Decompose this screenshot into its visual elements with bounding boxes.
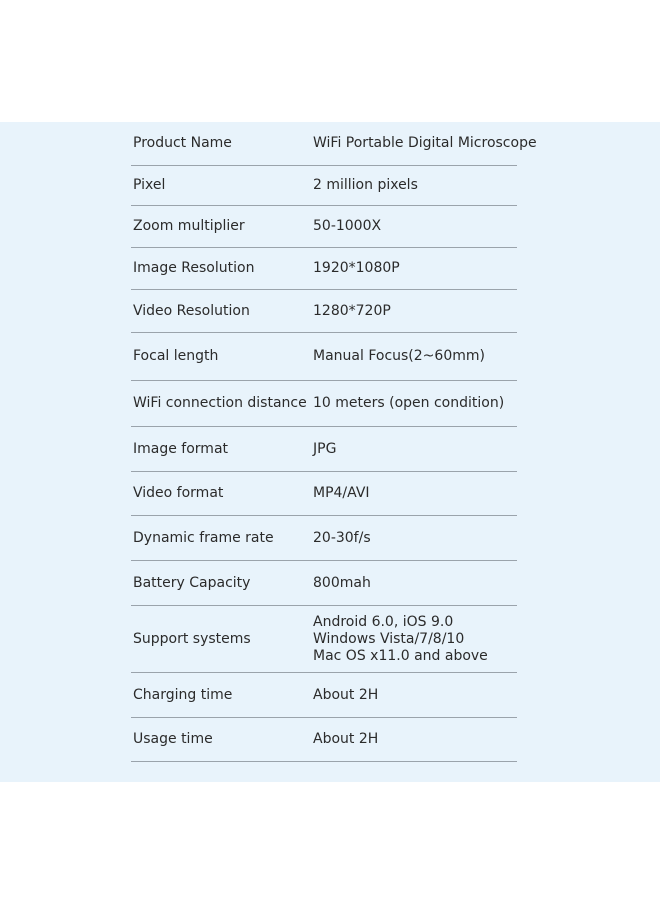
spec-value (313, 177, 517, 194)
spec-row-usage-time (131, 718, 517, 762)
spec-row-video-resolution (131, 290, 517, 333)
spec-row-charging-time (131, 673, 517, 718)
spec-label: Video Resolution (133, 302, 250, 319)
spec-value-line: JPG (313, 440, 337, 457)
spec-value (313, 485, 517, 502)
spec-value-line: 1920*1080P (313, 260, 400, 276)
spec-label: Pixel (133, 177, 166, 193)
spec-value-line: Windows Vista/7/8/10 (313, 630, 465, 647)
spec-label: WiFi connection distance (133, 395, 307, 411)
spec-value (313, 575, 517, 592)
spec-value-line: MP4/AVI (313, 485, 370, 501)
spec-row-pixel (131, 166, 517, 206)
spec-table (131, 122, 537, 762)
spec-row-support-systems (131, 606, 517, 673)
spec-value-line: 50-1000X (313, 218, 382, 234)
spec-label: Focal length (133, 348, 219, 364)
spec-row-video-format (131, 472, 517, 516)
spec-value (313, 731, 517, 748)
spec-value (313, 530, 517, 547)
spec-value (313, 614, 517, 665)
spec-row-product-name (131, 122, 537, 166)
spec-label: Image Resolution (133, 260, 255, 276)
spec-value (313, 303, 517, 320)
spec-row-image-format (131, 427, 517, 472)
spec-value-line: 2 million pixels (313, 177, 418, 193)
spec-value-line: About 2H (313, 686, 379, 703)
spec-value-line: 10 meters (open condition) (313, 395, 505, 411)
spec-label: Zoom multiplier (133, 218, 245, 234)
spec-value (313, 348, 517, 365)
spec-row-focal-length (131, 333, 517, 381)
spec-value-line: About 2H (313, 731, 379, 747)
spec-value (313, 441, 517, 458)
spec-value (313, 395, 517, 412)
spec-label: Charging time (133, 686, 233, 703)
spec-row-wifi-distance (131, 381, 517, 427)
spec-row-battery-capacity (131, 561, 517, 606)
spec-value-line: Android 6.0, iOS 9.0 (313, 613, 454, 630)
spec-value-line: WiFi Portable Digital Microscope (313, 135, 537, 151)
spec-label: Usage time (133, 731, 213, 747)
spec-value (313, 218, 517, 235)
spec-label: Product Name (133, 135, 232, 151)
spec-value-line: 20-30f/s (313, 529, 371, 546)
spec-label: Battery Capacity (133, 574, 251, 591)
spec-row-image-resolution (131, 248, 517, 290)
spec-value-line: 1280*720P (313, 302, 391, 319)
spec-value (313, 687, 517, 704)
spec-label: Dynamic frame rate (133, 529, 274, 546)
spec-value-line: Manual Focus(2~60mm) (313, 348, 485, 364)
spec-value-line: 800mah (313, 574, 371, 591)
spec-value (313, 135, 537, 152)
spec-row-frame-rate (131, 516, 517, 561)
spec-label: Support systems (133, 630, 251, 647)
spec-label: Image format (133, 440, 229, 457)
spec-label: Video format (133, 485, 224, 501)
spec-value-line: Mac OS x11.0 and above (313, 647, 488, 664)
spec-row-zoom-multiplier (131, 206, 517, 248)
spec-value (313, 260, 517, 277)
